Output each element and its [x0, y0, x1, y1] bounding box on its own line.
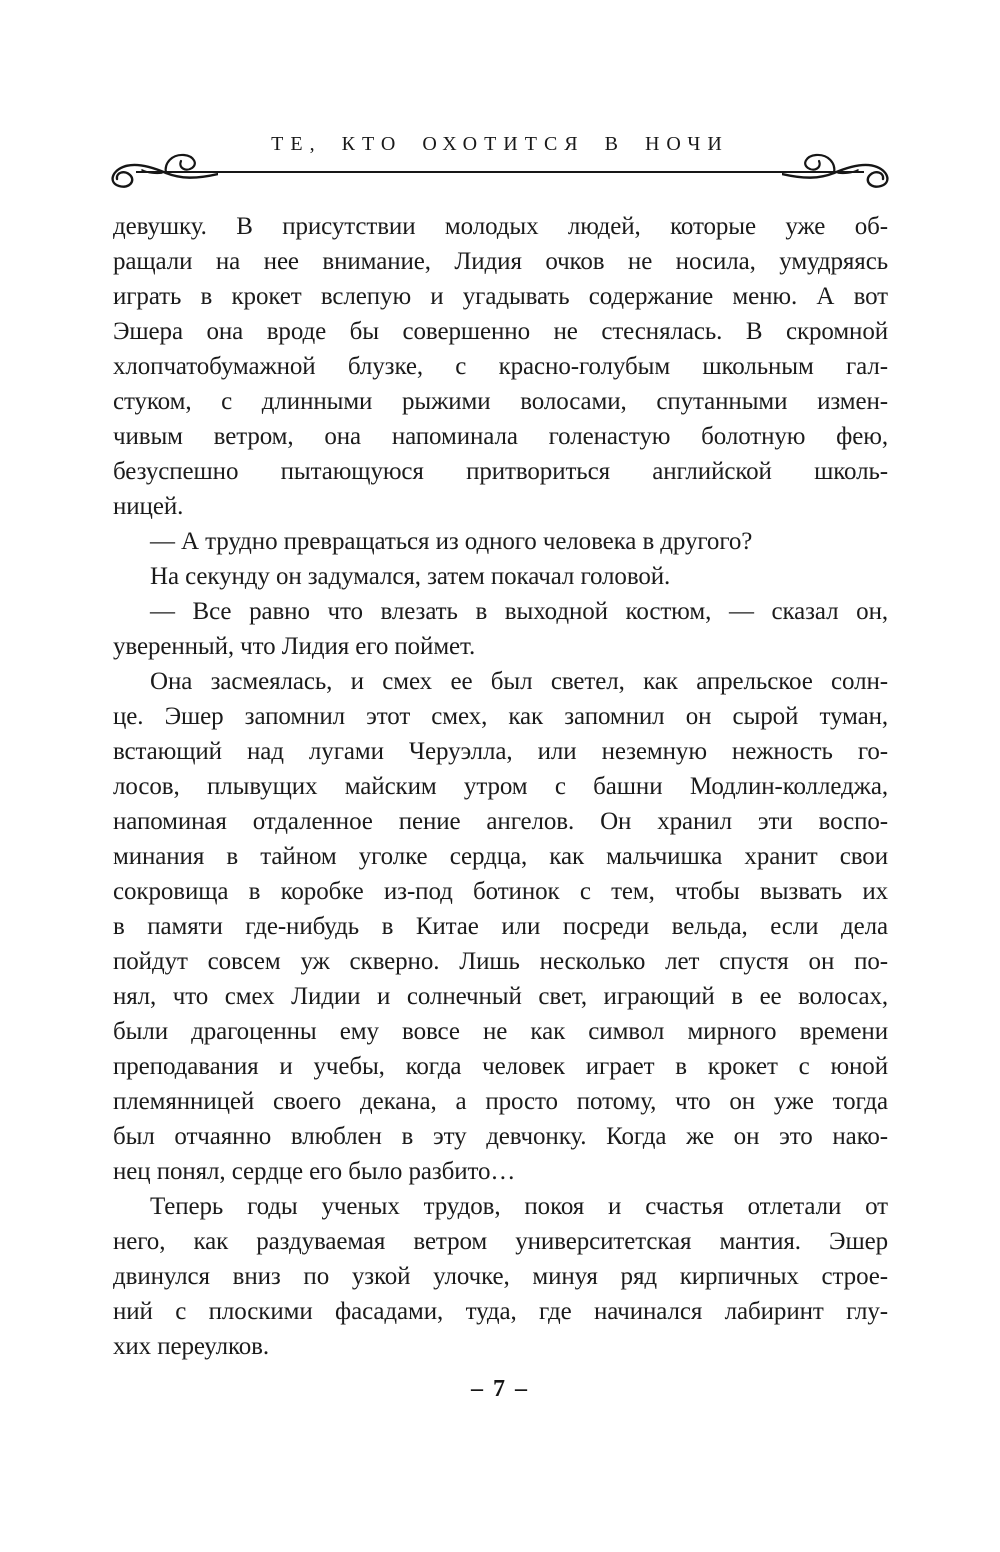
text-line: — Все равно что влезать в выходной костюм, — сказал он, [150, 598, 888, 625]
text-line: девушку. В присутствии молодых людей, которые уже об- [113, 213, 888, 240]
text-line: чивым ветром, она напоминала голенастую болотную фею, [113, 423, 888, 450]
text-line: Эшера она вроде бы совершенно не стеснялась. В скромной [113, 318, 888, 345]
header-rule-row [100, 148, 900, 194]
text-line: двинулся вниз по узкой улочке, минуя ряд кирпичных строе- [113, 1263, 888, 1290]
text-line: сокровища в коробке из-под ботинок с тем, чтобы вызвать их [113, 878, 888, 905]
body-text [113, 209, 888, 1364]
text-line: него, как раздуваемая ветром университетская мантия. Эшер [113, 1228, 888, 1255]
text-line: — А трудно превращаться из одного человека в другого? [150, 528, 753, 555]
text-line: ний с плоскими фасадами, туда, где начинался лабиринт глу- [113, 1298, 888, 1325]
text-line: безуспешно пытающуюся притвориться английской школь- [113, 458, 888, 485]
running-head-title: ТЕ, КТО ОХОТИТСЯ В НОЧИ [271, 133, 729, 155]
text-line: уверенный, что Лидия его поймет. [113, 633, 476, 660]
text-line: играть в крокет вслепую и угадывать содержание меню. А вот [113, 283, 888, 310]
text-line: Она засмеялась, и смех ее был светел, как апрельское солн- [150, 668, 888, 695]
text-line: минания в тайном уголке сердца, как мальчишка хранит свои [113, 843, 888, 870]
text-line: напоминая отдаленное пение ангелов. Он хранил эти воспо- [113, 808, 888, 835]
text-line: встающий над лугами Черуэлла, или неземную нежность го- [113, 738, 888, 765]
text-line: в памяти где-нибудь в Китае или посреди вельда, если дела [113, 913, 888, 940]
text-line: были драгоценны ему вовсе не как символ мирного времени [113, 1018, 888, 1045]
text-line: ницей. [113, 493, 184, 520]
text-line: был отчаянно влюблен в эту девчонку. Когда же он это нако- [113, 1123, 888, 1150]
text-line: хих переулков. [113, 1333, 269, 1360]
page-number: – 7 – [471, 1376, 529, 1402]
text-line: На секунду он задумался, затем покачал головой. [150, 563, 671, 590]
text-line: преподавания и учебы, когда человек играет в крокет с юной [113, 1053, 888, 1080]
text-line: хлопчатобумажной блузке, с красно-голубым школьным гал- [113, 353, 888, 380]
text-line: нец понял, сердце его было разбито… [113, 1158, 516, 1185]
text-line: пойдут совсем уж скверно. Лишь несколько лет спустя он по- [113, 948, 888, 975]
scroll-flourish-left-icon [102, 150, 218, 194]
header-rule [136, 171, 864, 173]
text-line: стуком, с длинными рыжими волосами, спутанными измен- [113, 388, 888, 415]
scroll-flourish-right-icon [782, 150, 898, 194]
text-line: лосов, плывущих майским утром с башни Модлин-колледжа, [113, 773, 888, 800]
text-line: нял, что смех Лидии и солнечный свет, играющий в ее волосах, [113, 983, 888, 1010]
text-line: ращали на нее внимание, Лидия очков не носила, умудряясь [113, 248, 888, 275]
text-line: це. Эшер запомнил этот смех, как запомнил он сырой туман, [113, 703, 888, 730]
text-line: племянницей своего декана, а просто потому, что он уже тогда [113, 1088, 888, 1115]
text-line: Теперь годы ученых трудов, покоя и счастья отлетали от [150, 1193, 888, 1220]
